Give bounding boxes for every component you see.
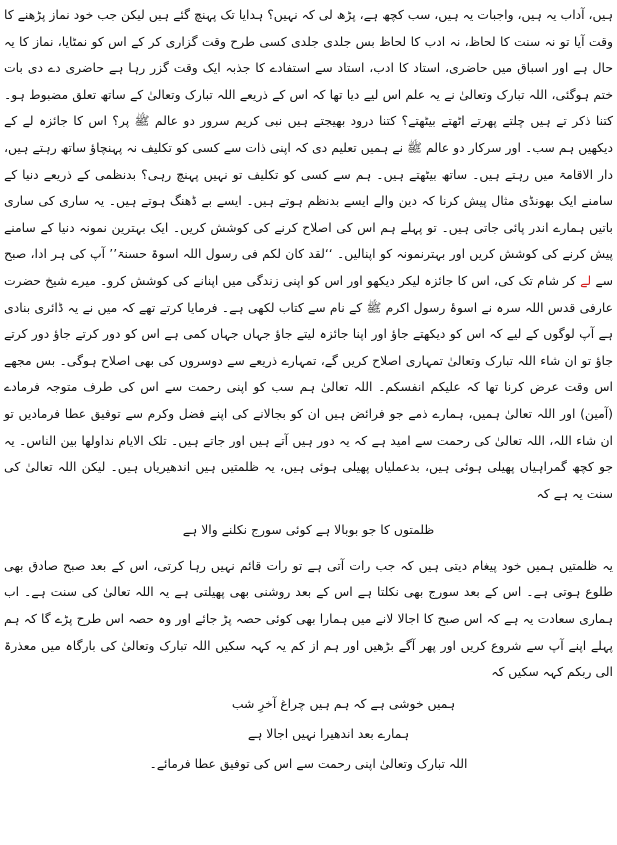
urdu-document-page [4,2,613,842]
verse-line-1: ہمیں خوشی ہے کہ ہم ہیں چراغ آخرِ شب [231,695,456,711]
red-marked-word: لے [580,272,592,288]
body-paragraph-2: یہ ظلمتیں ہمیں خود پیغام دیتی ہیں کہ جب رات آتی ہے تو رات قائم نہیں رہا کرتی، اس کے بعد صبح صادق بھی طلوع ہوتی ہے۔ اس کے بعد سورج بھی نکلتا ہے اس کے بعد روشنی بھی پھیلتی ہے یہ اللہ تعالیٰ کی سنت ہے۔ اب ہماری سعادت یہ ہے کہ اس صبح کا اجالا لانے میں ہمارا بھی کوئی حصہ پڑ جائے اور وہ حصہ اس طرح پڑے گا کہ ہم پہلے اپنے آپ سے شروع کریں اور پھر آگے بڑھیں اور ہم از کم یہ کہہ سکیں اللہ تبارک وتعالیٰ کی بارگاہ میں معذرۃ الی ربکم کہہ سکیں کہ [4,557,613,680]
paragraph-1-text: ہیں، آداب یہ ہیں، واجبات یہ ہیں، سب کچھ ہے، پڑھ لی کہ نہیں؟ ہدایا تک پہنچ گئے ہیں لیکن جب خود نماز پڑھنے کا وقت آیا تو نہ سنت کا لحاظ، نہ ادب کا لحاظ بس جلدی جلدی کسی طرح وقت گزاری کر کے اس کو نمٹایا، نماز کا یہ حال ہے اور اسباق میں حاضری، استاد کا ادب، استاد سے استفادے کا جذبہ ایک وقت گزر رہا ہے حاضری دے دی بات ختم ہوگئی، اللہ تبارک وتعالیٰ نے یہ علم اس لیے دیا تھا کہ اس کے ذریعے اللہ تبارک وتعالیٰ کے ساتھ تعلق مضبوط ہو۔ کتنا ذکر تے ہیں چلتے پھرتے اٹھتے بیٹھتے؟ کتنا درود بھیجتے ہیں نبی کریم سرور دو عالم ﷺ پر؟ اس کا جائزہ لے کے دیکھیں ہم سب۔ اور سرکار دو عالم ﷺ نے ہمیں تعلیم دی کہ اپنی ذات سے کسی کو تکلیف نہ پہنچاؤ ساتھ رہتے ہیں، دار الاقامۃ میں رہتے ہیں۔ ساتھ بیٹھتے ہیں۔ ہم سے کسی کو تکلیف تو نہیں پہنچ رہی؟ بدنظمی کے ذریعے دنیا کے سامنے ایک بھونڈی مثال پیش کرنا کہ دین والے ایسے بدنظم ہوتے ہیں۔ ایسے بے ڈھنگ ہوتے ہیں۔ یہ ساری کی ساری باتیں ہمارے اندر پائی جاتی ہیں۔ تو پہلے ہم اس کی اصلاح کرنے کی کوشش کریں۔ ایک بہترین نمونہ دنیا کے سامنے پیش کرنے کی کوشش کریں اور بہترنمونہ کو اپنالیں۔ ‘‘لقد کان لکم فی رسول اللہ اسوۃ حسنۃ’’ آپ کی ہر ادا، صبح سے [4,7,613,288]
verse-line-2: ہمارے بعد اندھیرا نہیں اجالا ہے [247,725,410,741]
closing-prayer: اللہ تبارک وتعالیٰ اپنی رحمت سے اس کی توفیق عطا فرمائے۔ [149,755,468,771]
body-paragraph-1 [4,2,613,507]
couplet-line: ظلمتوں کا جو بوبالا ہے کوئی سورج نکلنے والا ہے [182,522,435,538]
paragraph-1-continuation: کر شام تک کی، اس کا جائزہ لیکر دیکھو اور اس کو اپنی زندگی میں اپنانے کی کوشش کرو۔ میرے شیخ حضرت عارفی قدس اللہ سرہ نے اسوۂ رسول اکرم ﷺ کے نام سے کتاب لکھی ہے۔ فرمایا کرتے تھے کہ میں نے یہ ڈائری بنادی ہے آپ لوگوں کے لیے کہ اس کو دیکھتے جاؤ اور اپنا جائزہ لیتے جاؤ جہاں جہاں کمی ہے اس کو دور کرتے جاؤ دور کرتے جاؤ تو ان شاء اللہ تبارک وتعالیٰ تمہاری اصلاح کریں گے، تمہارے ذریعے سے دوسروں کی بھی اصلاح ہوگی۔ بس مجھے اس وقت عرض کرنا تھا کہ علیکم انفسکم۔ اللہ تعالیٰ ہم سب کو اپنی رحمت سے اس کی طرف متوجہ فرمادے (آمین) اور اللہ تعالیٰ ہمیں، ہمارے ذمے جو فرائض ہیں ان کو بجالانے کی اپنے فضل وکرم سے توفیق عطا فرمادیں تو ان شاء اللہ، اللہ تعالیٰ کی رحمت سے امید ہے کہ یہ دور ہیں آتے ہیں اور جاتے ہیں۔ تلک الایام نداولھا بین الناس۔ یہ جو کچھ گمراہیاں پھیلی ہوئی ہیں، بدعملیاں پھیلی ہوئی ہیں، یہ ظلمتیں ہیں اندھیریاں ہیں۔ لیکن اللہ تعالیٰ کی سنت یہ ہے کہ [4,272,613,501]
